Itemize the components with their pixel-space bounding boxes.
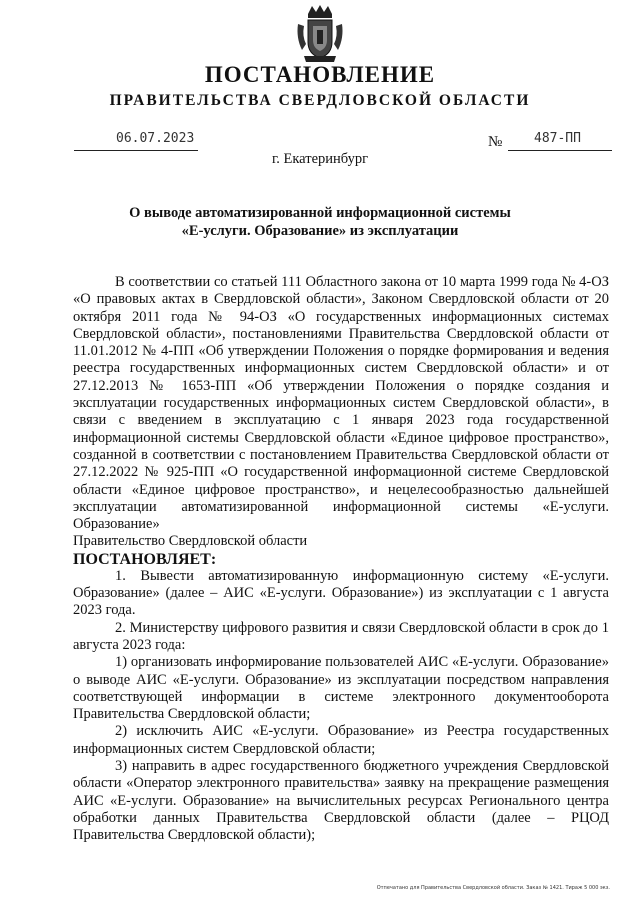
sverdlovsk-coat-of-arms-icon (294, 4, 346, 64)
document-date: 06.07.2023 (116, 131, 195, 146)
document-title: ПОСТАНОВЛЕНИЕ (204, 62, 436, 87)
item-2: 2. Министерству цифрового развития и связи Свердловской области в срок до 1 августа 2023 года: (73, 619, 609, 653)
document-number: 487-ПП (534, 131, 581, 146)
document-body (73, 274, 609, 845)
preamble-tail: Правительство Свердловской области (73, 533, 308, 550)
item-1: 1. Вывести автоматизированную информационную систему «Е-услуги. Образование» (далее – АИС «Е-услуги. Образование») из эксплуатации с 1 августа 2023 года. (73, 567, 609, 619)
subject-line-1: О выводе автоматизированной информационной системы (129, 205, 511, 221)
print-footer: Отпечатано для Правительства Свердловской области. Заказ № 1421. Тираж 5 000 экз. (376, 885, 610, 891)
decree-word: ПОСТАНОВЛЯЕТ: (73, 550, 217, 568)
issuing-authority: ПРАВИТЕЛЬСТВА СВЕРДЛОВСКОЙ ОБЛАСТИ (109, 92, 531, 109)
preamble-paragraph: В соответствии со статьей 111 Областного закона от 10 марта 1999 года № 4-ОЗ «О правовых актах в Свердловской области», Законом Свердловской области от 20 октября 2011 года № 94-ОЗ «О государственных информационных системах Свердловской области», постановлениями Правительства Свердловской области от 11.01.2012 № 4-ПП «Об утверждении Положения о порядке формирования и ведения реестра государственных информационных систем Свердловской области» и от 27.12.2013 № 1653-ПП «Об утверждении Положения о порядке создания и эксплуатации государственных информационных систем Свердловской области», в связи с введением в эксплуатацию с 1 января 2023 года государственной информационной системы Свердловской области «Единое цифровое пространство», созданной в соответствии с постановлением Правительства Свердловской области от 27.12.2022 № 925-ПП «О государственной информационной системе Свердловской области «Единое цифровое пространство», и нецелесообразностью дальнейшей эксплуатации автоматизированной информационной системы «Е-услуги. Образование» (73, 274, 609, 533)
number-sign: № (488, 134, 503, 150)
document-subject (0, 204, 640, 240)
subject-line-2: «Е-услуги. Образование» из эксплуатации (181, 223, 459, 239)
item-2-2: 2) исключить АИС «Е-услуги. Образование» из Реестра государственных информационных систем Свердловской области; (73, 723, 609, 757)
item-2-1: 1) организовать информирование пользователей АИС «Е-услуги. Образование» о выводе АИС «Е-услуги. Образование» из эксплуатации посредством направления соответствующей информации в системе электронного документооборота Правительства Свердловской области; (73, 654, 609, 723)
item-2-3: 3) направить в адрес государственного бюджетного учреждения Свердловской области «Оператор электронного правительства» заявку на прекращение размещения АИС «Е-услуги. Образование» на вычислительных ресурсах Регионального центра обработки данных Правительства Свердловской области (далее – РЦОД Правительства Свердловской области); (73, 758, 609, 844)
document-city: г. Екатеринбург (271, 151, 369, 167)
